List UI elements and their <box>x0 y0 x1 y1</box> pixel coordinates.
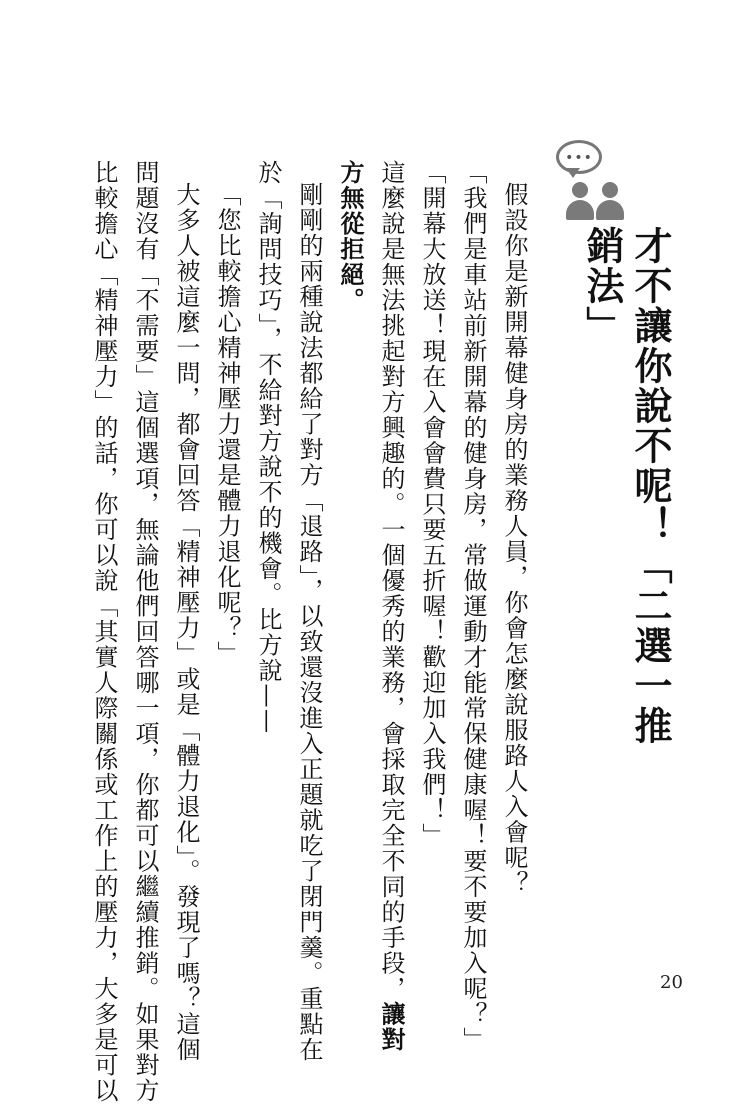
body-text <box>90 160 534 1104</box>
paragraph-line: 於「詢問技巧」，不給對方說不的機會。比方說—— <box>254 160 282 735</box>
paragraph-line: 「開幕大放送！現在入會會費只要五折喔！歡迎加入我們！」 <box>418 160 446 849</box>
paragraph-line: 這麼說是無法挑起對方興趣的。一個優秀的業務，會採取完全不同的手段，讓對 <box>377 160 405 1053</box>
paragraph-line: 問題沒有「不需要」這個選項，無論他們回答哪一項，你都可以繼續推銷。如果對方 <box>131 160 159 1104</box>
paragraph-line: 「您比較擔心精神壓力還是體力退化呢？」 <box>213 182 241 667</box>
paragraph-line: 假設你是新開幕健身房的業務人員，你會怎麼說服路人入會呢？ <box>500 182 528 896</box>
speech-bubble-icon: ••• <box>556 140 602 174</box>
chat-people-icon <box>552 140 642 230</box>
paragraph-line: 「我們是車站前新開幕的健身房，常做運動才能常保健康喔！要不要加入呢？」 <box>459 160 487 1053</box>
paragraph-line: 比較擔心「精神壓力」的話，你可以說「其實人際關係或工作上的壓力，大多是可以 <box>90 160 118 1104</box>
people-icon <box>566 182 628 222</box>
paragraph-line: 剛剛的兩種說法都給了對方「退路」，以致還沒進入正題就吃了閉門羹。重點在 <box>295 182 323 1063</box>
page-title: 才不讓你說不呢！「二選一推銷法」 <box>580 226 672 746</box>
paragraph-line-bold: 方無從拒絕。 <box>336 160 364 313</box>
paragraph-line: 大多人被這麼一問，都會回答「精神壓力」或是「體力退化」。發現了嗎？這個 <box>172 182 200 1063</box>
page-number: 20 <box>660 972 683 993</box>
